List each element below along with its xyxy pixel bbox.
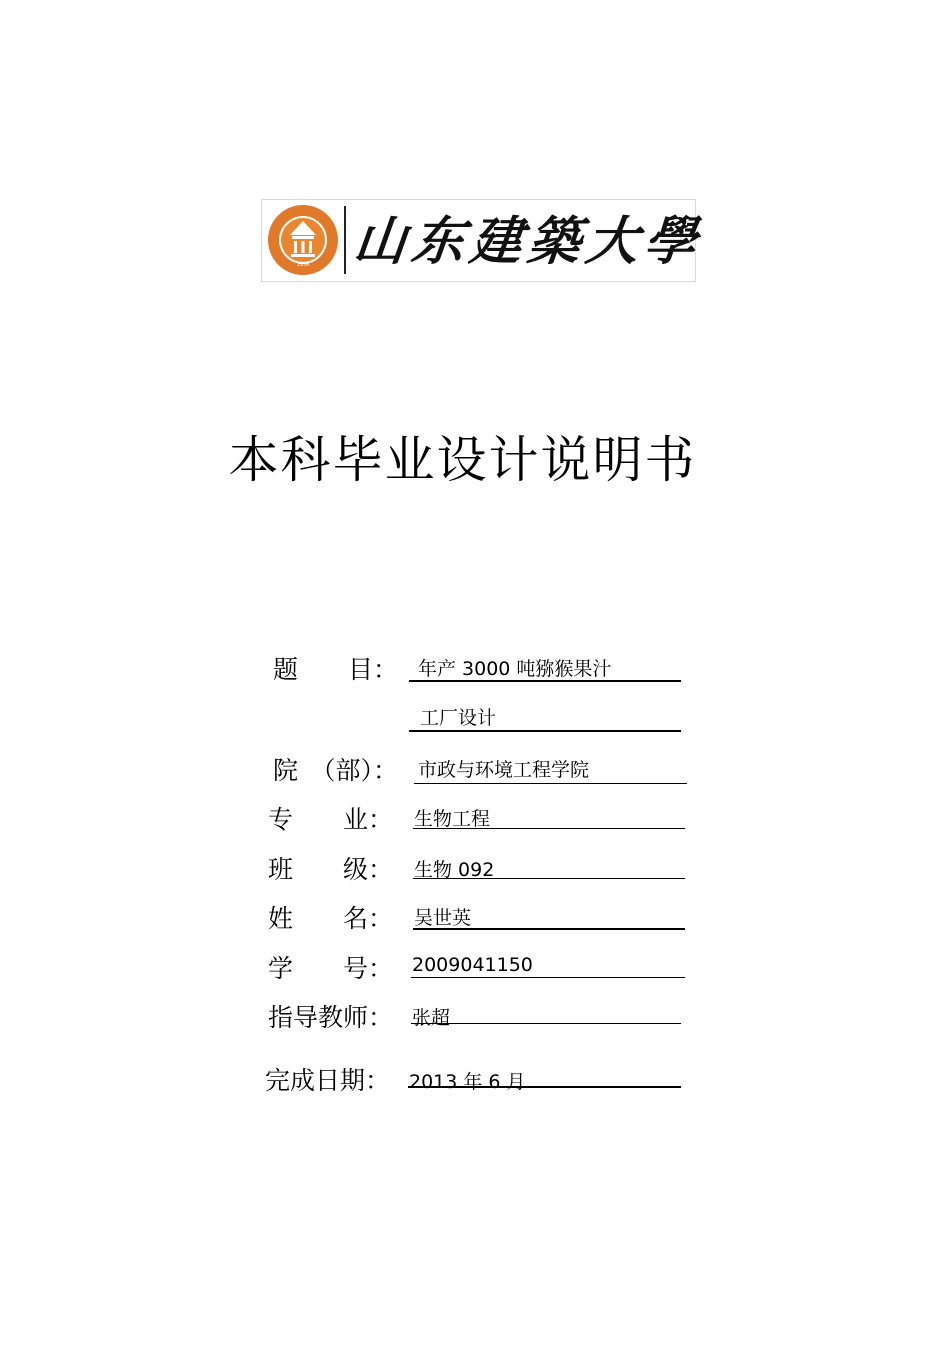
major-label: 专 业： — [268, 805, 394, 834]
major-underline — [413, 828, 685, 829]
document-title: 本科毕业设计说明书 — [228, 431, 697, 489]
topic-label: 题 目： — [273, 655, 399, 684]
date-underline — [408, 1086, 681, 1088]
student-id-underline — [411, 977, 685, 978]
student-id-value: 2009041150 — [412, 954, 533, 976]
name-value: 吴世英 — [414, 907, 472, 929]
university-name: 山东建築大學 — [350, 211, 706, 272]
class-underline — [413, 878, 685, 879]
advisor-underline — [411, 1023, 681, 1024]
name-label: 姓 名： — [268, 904, 394, 933]
college-label: 院 （部）： — [273, 756, 399, 785]
student-id-label: 学 号： — [268, 954, 394, 983]
date-label: 完成日期： — [265, 1066, 391, 1095]
topic-underline-1 — [409, 680, 681, 682]
college-value: 市政与环境工程学院 — [418, 759, 590, 781]
college-underline — [414, 783, 687, 784]
advisor-value: 张超 — [412, 1007, 451, 1029]
major-value: 生物工程 — [414, 808, 491, 830]
topic-value-line1: 年产 3000 吨猕猴果汁 — [418, 658, 612, 680]
class-label: 班 级： — [268, 855, 394, 884]
logo-divider — [344, 206, 346, 274]
date-value: 2013 年 6 月 — [409, 1071, 526, 1093]
university-seal-icon — [266, 203, 340, 277]
class-value: 生物 092 — [414, 859, 495, 881]
name-underline — [413, 928, 685, 930]
svg-text:1956: 1956 — [296, 262, 310, 268]
topic-value-line2: 工厂设计 — [420, 707, 497, 729]
topic-underline-2 — [409, 730, 681, 732]
advisor-label: 指导教师： — [268, 1003, 394, 1032]
